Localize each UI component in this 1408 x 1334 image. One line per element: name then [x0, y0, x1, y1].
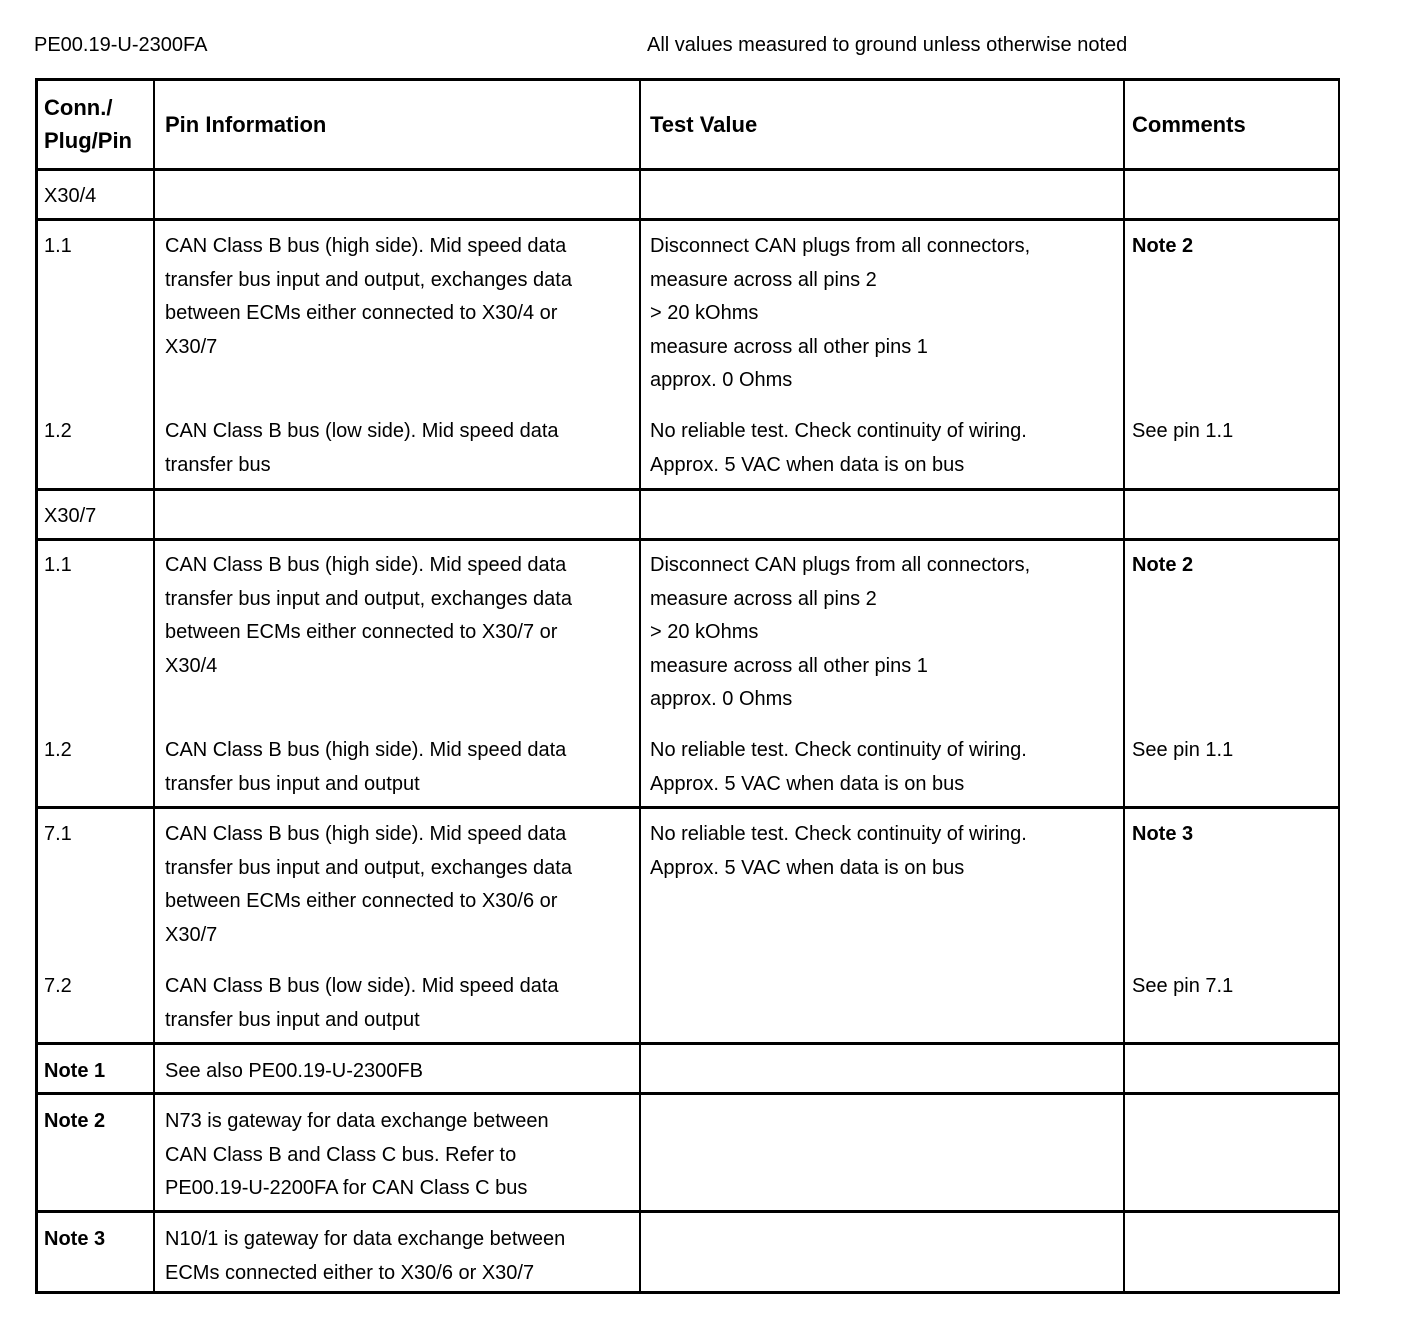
header-conn-plug-pin: Conn./ Plug/Pin [44, 95, 132, 153]
comment: Note 2 [1132, 554, 1194, 576]
header-pin-information: Pin Information [165, 112, 327, 137]
row-divider [38, 806, 1338, 809]
pin-information: CAN Class B bus (high side). Mid speed data transfer bus input and output, exchanges data between ECMs either connected to X30/4 or X30/7 [165, 235, 572, 358]
row-divider [38, 1042, 1338, 1045]
row-divider [38, 218, 1338, 221]
column-divider [639, 81, 641, 1291]
comment: See pin 1.1 [1132, 739, 1234, 761]
pin-information: CAN Class B bus (high side). Mid speed data transfer bus input and output, exchanges data between ECMs either connected to X30/6 or X30/7 [165, 823, 572, 946]
column-divider [153, 81, 155, 1291]
pin-number: 1.2 [44, 420, 72, 442]
comment: Note 2 [1132, 235, 1194, 257]
pin-test-table [35, 78, 1340, 1294]
pin-number: 7.2 [44, 975, 72, 997]
note-label: Note 3 [44, 1228, 106, 1250]
measurement-note: All values measured to ground unless otherwise noted [647, 34, 1128, 56]
pin-information: CAN Class B bus (low side). Mid speed data transfer bus [165, 420, 559, 476]
row-divider [38, 1210, 1338, 1213]
pin-information: CAN Class B bus (low side). Mid speed data transfer bus input and output [165, 975, 559, 1031]
connector-label-x30-4: X30/4 [44, 185, 97, 207]
column-divider [1123, 81, 1125, 1291]
header-test-value: Test Value [650, 112, 758, 137]
connector-label-x30-7: X30/7 [44, 505, 97, 527]
pin-number: 7.1 [44, 823, 72, 845]
note-label: Note 2 [44, 1110, 106, 1132]
row-divider [38, 168, 1338, 171]
test-value: Disconnect CAN plugs from all connectors, measure across all pins 2 > 20 kOhms measure across all other pins 1 approx. 0 Ohms [650, 554, 1031, 711]
test-value: No reliable test. Check continuity of wiring. Approx. 5 VAC when data is on bus [650, 739, 1027, 795]
pin-number: 1.2 [44, 739, 72, 761]
comment: See pin 1.1 [1132, 420, 1234, 442]
test-value: No reliable test. Check continuity of wiring. Approx. 5 VAC when data is on bus [650, 823, 1027, 879]
pin-number: 1.1 [44, 235, 72, 257]
pin-information: CAN Class B bus (high side). Mid speed data transfer bus input and output, exchanges data between ECMs either connected to X30/7 or X30/4 [165, 554, 572, 677]
note-label: Note 1 [44, 1060, 106, 1082]
row-divider [38, 1092, 1338, 1095]
header-comments: Comments [1132, 112, 1246, 137]
pin-number: 1.1 [44, 554, 72, 576]
comment: See pin 7.1 [1132, 975, 1234, 997]
row-divider [38, 538, 1338, 541]
note-text: N73 is gateway for data exchange between CAN Class B and Class C bus. Refer to PE00.19-U-2200FA for CAN Class C bus [165, 1110, 549, 1200]
row-divider [38, 488, 1338, 491]
test-value: Disconnect CAN plugs from all connectors, measure across all pins 2 > 20 kOhms measure across all other pins 1 approx. 0 Ohms [650, 235, 1031, 392]
pin-information: CAN Class B bus (high side). Mid speed data transfer bus input and output [165, 739, 567, 795]
note-text: N10/1 is gateway for data exchange between ECMs connected either to X30/6 or X30/7 [165, 1228, 566, 1284]
test-value: No reliable test. Check continuity of wiring. Approx. 5 VAC when data is on bus [650, 420, 1027, 476]
comment: Note 3 [1132, 823, 1194, 845]
document-id: PE00.19-U-2300FA [34, 34, 208, 56]
note-text: See also PE00.19-U-2300FB [165, 1060, 423, 1082]
